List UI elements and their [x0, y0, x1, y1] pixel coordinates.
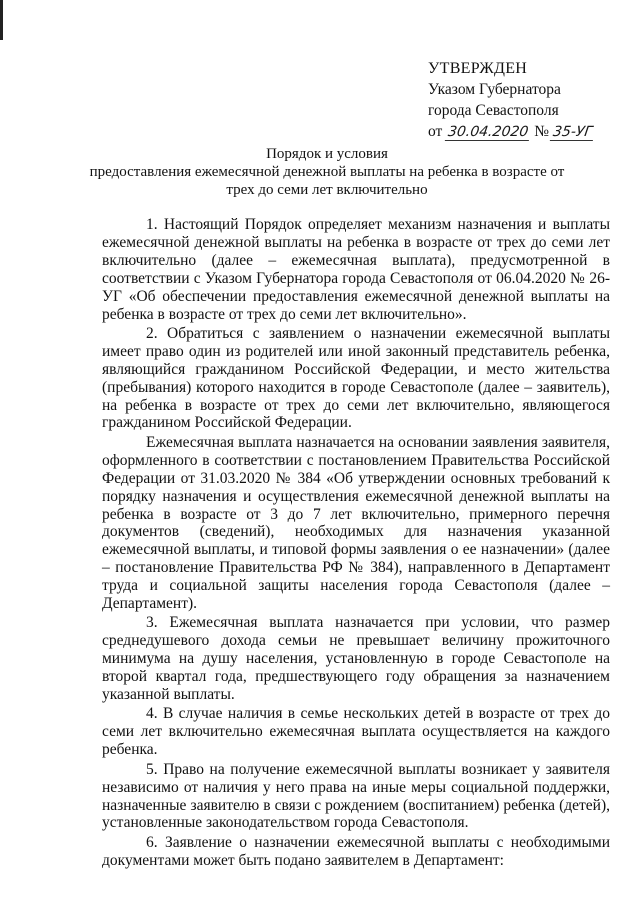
- paragraph-1: 1. Настоящий Порядок определяет механизм назначения и выплаты ежемесячной денежной выплаты на ребенка в возрасте от трех до семи лет включительно (далее – ежемесячная выплата), предусмотренной в соответствии с Указом Губернатора города Севастополя от 06.04.2020 № 26-УГ «Об обеспечении предоставления ежемесячной денежной выплаты на ребенка в возрасте от трех до семи лет включительно».: [102, 216, 610, 323]
- document-body: [102, 216, 610, 871]
- approval-line-governor: Указом Губернатора: [428, 81, 561, 98]
- paragraph-2: 2. Обратиться с заявлением о назначении ежемесячной выплаты имеет право один из родителей или иной законный представитель ребенка, являющийся гражданином Российской Федерации, и место жительства (пребывания) которого находится в городе Севастополе (далее – заявитель), на ребенка в возрасте от трех до семи лет включительно, являющегося гражданином Российской Федерации.: [102, 324, 610, 432]
- approval-line-city: города Севастополя: [428, 102, 559, 119]
- number-prefix: №: [534, 123, 550, 140]
- title-line-1: Порядок и условия: [266, 146, 388, 162]
- handwritten-date: 30.04.2020: [445, 124, 532, 141]
- scan-edge-mark: [0, 0, 3, 40]
- paragraph-2-continued: Ежемесячная выплата назначается на основании заявления заявителя, оформленного в соответствии с постановлением Правительства Российской Федерации от 31.03.2020 № 384 «Об утверждении основных требований к порядку назначения и осуществления ежемесячной денежной выплаты на ребенка в возрасте от 3 до 7 лет включительно, примерного перечня документов (сведений), необходимых для назначения указанной ежемесячной выплаты, и типовой формы заявления о ее назначении» (далее – постановление Правительства РФ № 384), направленного в Департамент труда и социальной защиты населения города Севастополя (далее – Департамент).: [102, 433, 610, 613]
- title-line-2: предоставления ежемесячной денежной выплаты на ребенка в возрасте от: [89, 164, 565, 180]
- document-title: [40, 145, 614, 199]
- approval-stamp-block: [428, 58, 628, 142]
- paragraph-3: 3. Ежемесячная выплата назначается при условии, что размер среднедушевого дохода семьи не превышает величину прожиточного минимума на душу населения, установленную в городе Севастополе на второй квартал года, предшествующего году обращения за назначением указанной выплаты.: [102, 614, 610, 704]
- approval-date-row: [428, 121, 628, 142]
- handwritten-number: 35-УГ: [550, 124, 596, 141]
- approval-heading: УТВЕРЖДЕН: [428, 60, 528, 77]
- paragraph-4: 4. В случае наличия в семье нескольких детей в возрасте от трех до семи лет включительно ежемесячная выплата осуществляется на каждого ребенка.: [102, 705, 610, 759]
- date-prefix: от: [428, 123, 443, 140]
- paragraph-6: 6. Заявление о назначении ежемесячной выплаты с необходимыми документами может быть подано заявителем в Департамент:: [102, 833, 610, 869]
- paragraph-5: 5. Право на получение ежемесячной выплаты возникает у заявителя независимо от наличия у него права на иные меры социальной поддержки, назначенные заявителю в связи с рождением (воспитанием) ребенка (детей), установленные законодательством города Севастополя.: [102, 760, 610, 832]
- title-line-3: трех до семи лет включительно: [226, 182, 428, 198]
